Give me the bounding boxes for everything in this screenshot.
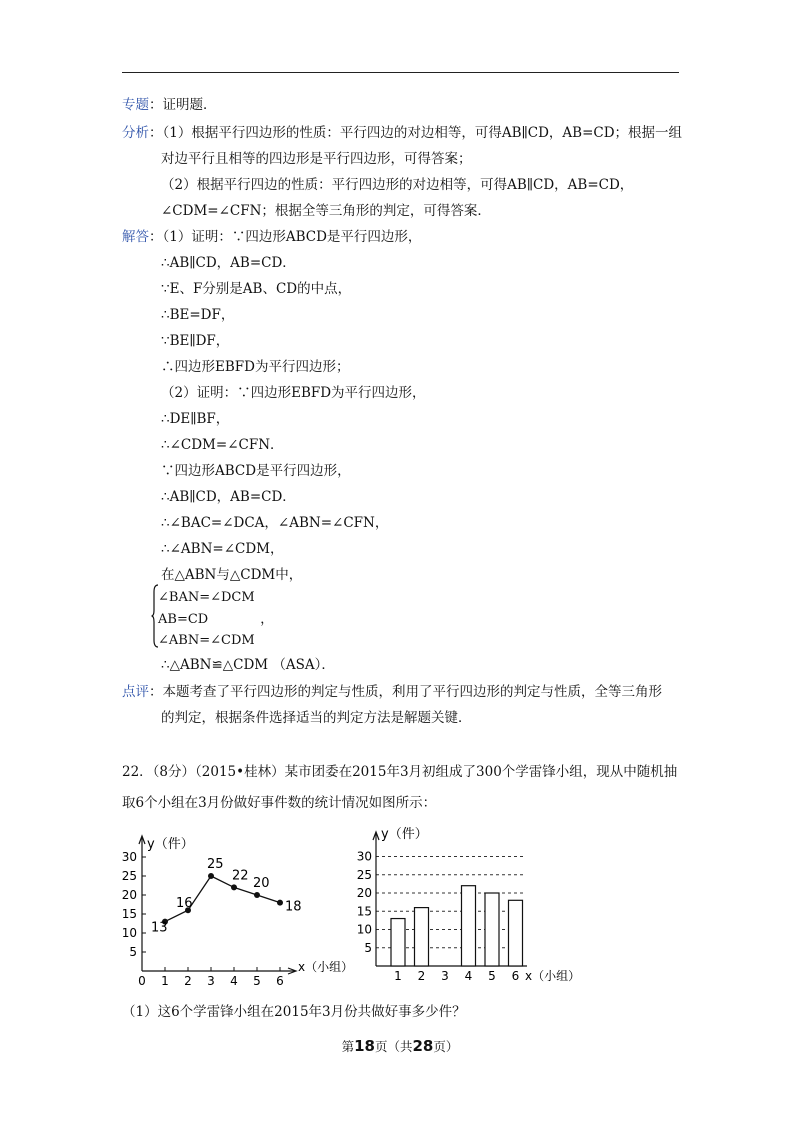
line-chart xyxy=(115,828,355,988)
question-line-2: 取6个小组在3月份做好事件数的统计情况如图所示： xyxy=(122,795,437,811)
bar xyxy=(485,893,499,966)
page-number: 18 xyxy=(354,1037,375,1055)
topic-label: 专题 xyxy=(122,97,149,113)
solution-step: ∴∠BAC=∠DCA，∠ABN=∠CFN， xyxy=(161,515,389,531)
analysis-line-4: ∠CDM=∠CFN；根据全等三角形的判定，可得答案． xyxy=(161,203,491,219)
solution-step: ∴AB∥CD，AB=CD． xyxy=(161,489,296,505)
x-tick-label: 6 xyxy=(511,969,520,983)
x-tick-label: 4 xyxy=(464,969,473,983)
y-tick-label: 15 xyxy=(356,904,372,919)
analysis-line-2: 对边平行且相等的四边形是平行四边形，可得答案； xyxy=(161,151,472,167)
topic-text: ：证明题． xyxy=(149,97,217,113)
y-tick-label: 25 xyxy=(121,869,137,883)
y-tick-label: 5 xyxy=(129,945,137,959)
analysis-text-1: ：（1）根据平行四边形的性质：平行四边的对边相等，可得AB∥CD，AB=CD；根据一组 xyxy=(149,125,683,141)
solution-step: ∵四边形ABCD是平行四边形， xyxy=(161,463,351,479)
data-label: 25 xyxy=(207,857,224,872)
bar xyxy=(509,900,523,966)
data-point xyxy=(277,900,283,906)
x-tick-label: 1 xyxy=(161,974,169,988)
x-tick-label: 1 xyxy=(394,969,402,983)
data-label: 20 xyxy=(253,876,270,891)
data-point xyxy=(208,873,214,879)
comment-line-2: 的判定，根据条件选择适当的判定方法是解题关键． xyxy=(161,710,472,726)
question-line-1: 22．（8分）（2015•桂林）某市团委在2015年3月初组成了300个学雷锋小组，现从中随机抽 xyxy=(122,764,678,780)
data-point xyxy=(231,884,237,890)
sub-question-1: （1）这6个学雷锋小组在2015年3月份共做好事多少件？ xyxy=(122,1004,466,1020)
header-rule xyxy=(122,72,679,73)
y-axis-label: y（件） xyxy=(381,827,428,842)
topic-line xyxy=(122,96,217,114)
y-tick-label: 30 xyxy=(356,849,372,864)
solution-step: ∴AB∥CD，AB=CD． xyxy=(161,255,296,271)
solution-step: ∴DE∥BF， xyxy=(161,411,230,427)
x-tick-label: 4 xyxy=(230,974,238,988)
conclusion: ∴△ABN≌△CDM （ASA）． xyxy=(161,657,335,673)
data-label: 22 xyxy=(232,868,249,884)
brace-system xyxy=(158,587,273,652)
x-tick-label: 5 xyxy=(253,974,261,988)
bar xyxy=(462,886,476,966)
y-tick-label: 20 xyxy=(121,888,137,902)
analysis-line-1 xyxy=(122,124,682,142)
y-tick-label: 30 xyxy=(121,850,137,864)
solution-step: ∴BE=DF， xyxy=(161,307,235,323)
x-tick-label: 6 xyxy=(276,974,284,988)
data-label: 13 xyxy=(151,920,168,936)
x-tick-label: 0 xyxy=(138,974,146,988)
solution-step: ∴∠CDM=∠CFN． xyxy=(161,437,284,453)
x-tick-label: 2 xyxy=(417,969,426,983)
data-point xyxy=(254,892,260,898)
x-tick-label: 5 xyxy=(488,969,496,983)
x-axis-label: x（小组） xyxy=(525,969,581,983)
solution-step: ∵BE∥DF， xyxy=(161,333,230,349)
y-tick-label: 5 xyxy=(364,940,372,955)
y-tick-label: 10 xyxy=(356,922,372,937)
solution-step: 在△ABN与△CDM中， xyxy=(161,567,303,583)
solution-step: ∵E、F分别是AB、CD的中点， xyxy=(161,281,352,297)
solution-step: ∴∠ABN=∠CDM， xyxy=(161,541,284,557)
page-footer: 第18页（共28页） xyxy=(341,1037,459,1055)
x-tick-label: 3 xyxy=(441,969,449,983)
comment-label: 点评 xyxy=(122,684,149,700)
data-label: 18 xyxy=(285,899,302,915)
comment-line-1 xyxy=(122,683,662,701)
comment-text-1: ：本题考查了平行四边形的判定与性质，利用了平行四边形的判定与性质，全等三角形 xyxy=(149,684,662,700)
y-tick-label: 15 xyxy=(121,907,137,921)
bar-chart xyxy=(345,824,585,990)
x-axis-label: x（小组） xyxy=(298,960,354,974)
y-axis-label: y（件） xyxy=(147,837,194,852)
x-tick-label: 2 xyxy=(184,974,192,988)
solution-text-1: ：（1）证明：∵四边形ABCD是平行四边形， xyxy=(149,229,422,245)
brace-line: ∠ABN=∠CDM xyxy=(158,633,255,648)
x-tick-label: 3 xyxy=(207,974,215,988)
solution-line-1 xyxy=(122,228,421,246)
data-label: 16 xyxy=(176,896,193,912)
analysis-line-3: （2）根据平行四边的性质：平行四边形的对边相等，可得AB∥CD，AB=CD， xyxy=(161,177,634,193)
brace-line: ∠BAN=∠DCM xyxy=(158,590,255,605)
y-tick-label: 10 xyxy=(121,926,137,940)
analysis-label: 分析 xyxy=(122,125,149,141)
brace-line: AB=CD ， xyxy=(158,611,274,627)
bar xyxy=(391,919,405,966)
solution-step: ∴四边形EBFD为平行四边形； xyxy=(161,359,350,375)
solution-label: 解答 xyxy=(122,229,149,245)
y-tick-label: 25 xyxy=(356,867,372,882)
y-tick-label: 20 xyxy=(356,886,372,900)
bar xyxy=(415,908,429,966)
solution-step: （2）证明：∵四边形EBFD为平行四边形， xyxy=(161,385,426,401)
page-total: 28 xyxy=(412,1037,434,1055)
